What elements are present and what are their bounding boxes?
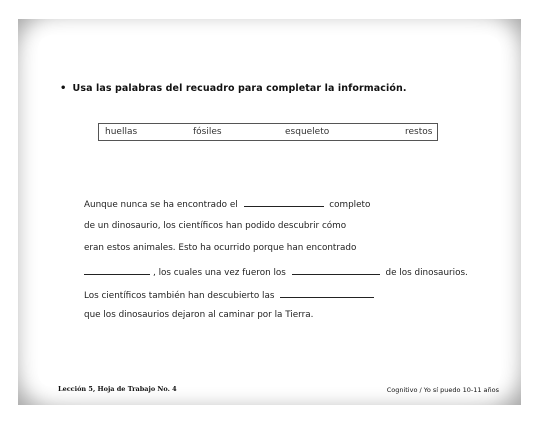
paragraph-line-6 bbox=[84, 310, 313, 320]
paragraph-line-1 bbox=[84, 197, 370, 210]
worksheet-content bbox=[18, 19, 521, 405]
line-text: de un dinosaurio, los científicos han podido descubrir cómo bbox=[84, 221, 347, 231]
answer-blank[interactable] bbox=[280, 288, 374, 298]
paragraph-line-4 bbox=[84, 265, 468, 278]
line-text: eran estos animales. Esto ha ocurrido porque han encontrado bbox=[84, 243, 357, 253]
worksheet-frame bbox=[18, 19, 521, 405]
instruction-text: Usa las palabras del recuadro para completar la información. bbox=[72, 83, 407, 94]
answer-blank[interactable] bbox=[244, 197, 324, 207]
answer-blank[interactable] bbox=[292, 265, 380, 275]
word-bank-item: fósiles bbox=[193, 127, 222, 137]
word-bank-item: esqueleto bbox=[285, 127, 330, 137]
paragraph-line-3 bbox=[84, 243, 356, 253]
line-text: Aunque nunca se ha encontrado el bbox=[84, 200, 238, 210]
paragraph-line-2 bbox=[84, 221, 346, 231]
word-bank-box bbox=[98, 123, 438, 141]
word-bank-item: restos bbox=[405, 127, 433, 137]
line-text: de los dinosaurios. bbox=[385, 268, 468, 278]
paragraph-line-5 bbox=[84, 288, 377, 301]
footer-lesson-label: Lección 5, Hoja de Trabajo No. 4 bbox=[58, 385, 177, 393]
line-text: Los científicos también han descubierto las bbox=[84, 291, 275, 301]
footer-course-label: Cognitivo / Yo sí puedo 10-11 años bbox=[386, 386, 499, 394]
word-bank-item: huellas bbox=[105, 127, 138, 137]
bullet-icon: • bbox=[60, 83, 67, 94]
instruction-line bbox=[60, 83, 407, 94]
answer-blank[interactable] bbox=[84, 265, 150, 275]
line-text: completo bbox=[329, 200, 371, 210]
line-text: , los cuales una vez fueron los bbox=[153, 268, 286, 278]
line-text: que los dinosaurios dejaron al caminar por la Tierra. bbox=[84, 310, 314, 320]
